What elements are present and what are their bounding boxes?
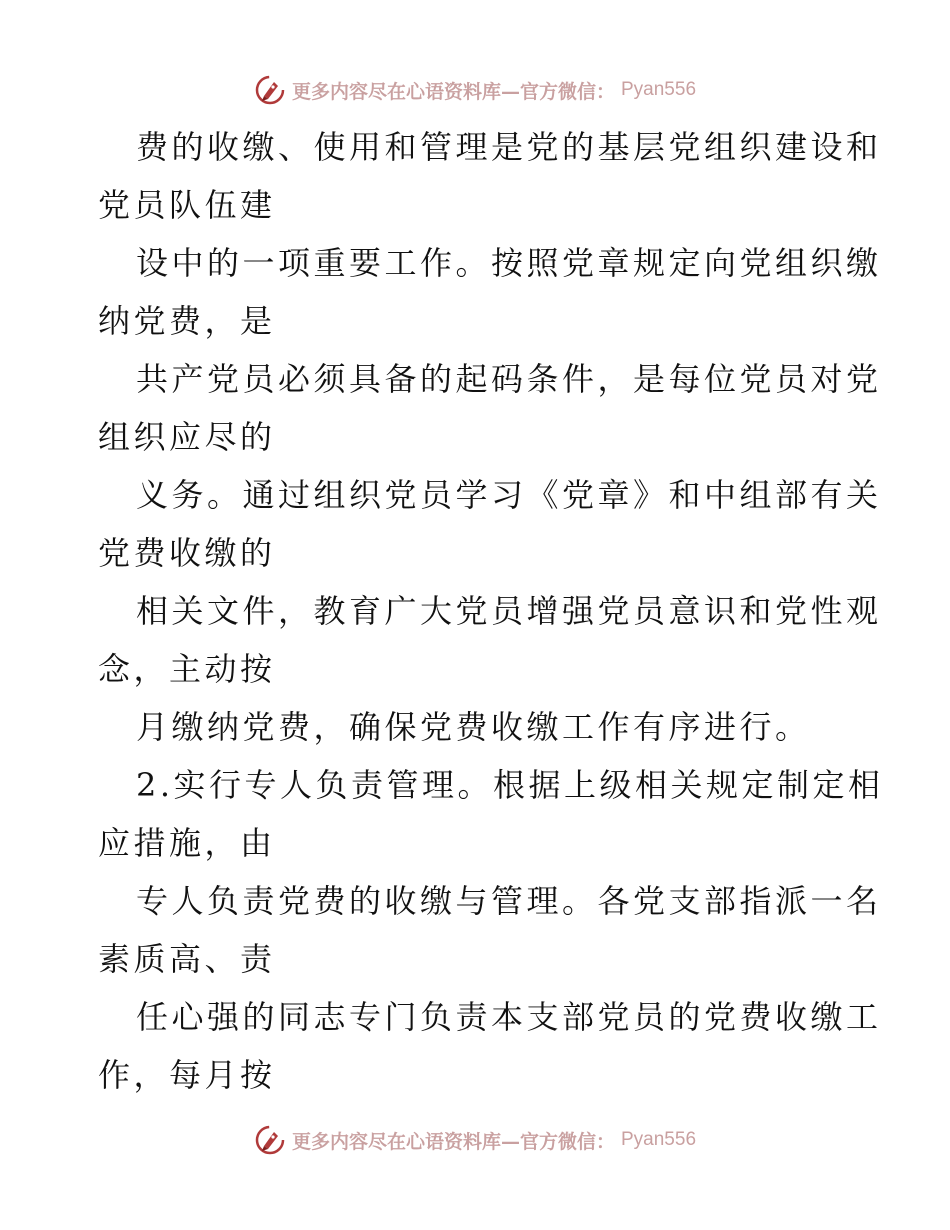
text-line: 作，每月按 (98, 1056, 276, 1094)
footer-wechat-id: Pyan556 (621, 1129, 697, 1150)
text-line: 党费收缴的 (98, 534, 276, 572)
text-line: 纳党费，是 (98, 302, 276, 340)
pen-nib-logo-icon (254, 1124, 286, 1156)
text-line: 专人负责党费的收缴与管理。各党支部指派一名 (136, 882, 882, 920)
document-body (98, 118, 884, 1104)
footer-banner-text: 更多内容尽在心语资料库—官方微信： (291, 1130, 615, 1153)
header-banner-text: 更多内容尽在心语资料库—官方微信： (291, 80, 615, 103)
text-line: 相关文件，教育广大党员增强党员意识和党性观 (136, 592, 882, 630)
text-line: 费的收缴、使用和管理是党的基层党组织建设和 (136, 128, 882, 166)
text-line: 2.实行专人负责管理。根据上级相关规定制定相 (136, 766, 884, 804)
text-line: 月缴纳党费，确保党费收缴工作有序进行。 (136, 708, 811, 746)
pen-nib-logo-icon (254, 74, 286, 106)
text-line: 义务。通过组织党员学习《党章》和中组部有关 (136, 476, 882, 514)
text-line: 共产党员必须具备的起码条件，是每位党员对党 (136, 360, 882, 398)
text-line: 任心强的同志专门负责本支部党员的党费收缴工 (136, 998, 882, 1036)
text-line: 党员队伍建 (98, 186, 276, 224)
text-line: 设中的一项重要工作。按照党章规定向党组织缴 (136, 244, 882, 282)
text-line: 素质高、责 (98, 940, 276, 978)
text-line: 应措施，由 (98, 824, 276, 862)
text-line: 组织应尽的 (98, 418, 276, 456)
header-wechat-id: Pyan556 (621, 79, 697, 100)
header-watermark-banner (0, 70, 950, 110)
text-line: 念，主动按 (98, 650, 276, 688)
footer-watermark-banner (0, 1120, 950, 1160)
